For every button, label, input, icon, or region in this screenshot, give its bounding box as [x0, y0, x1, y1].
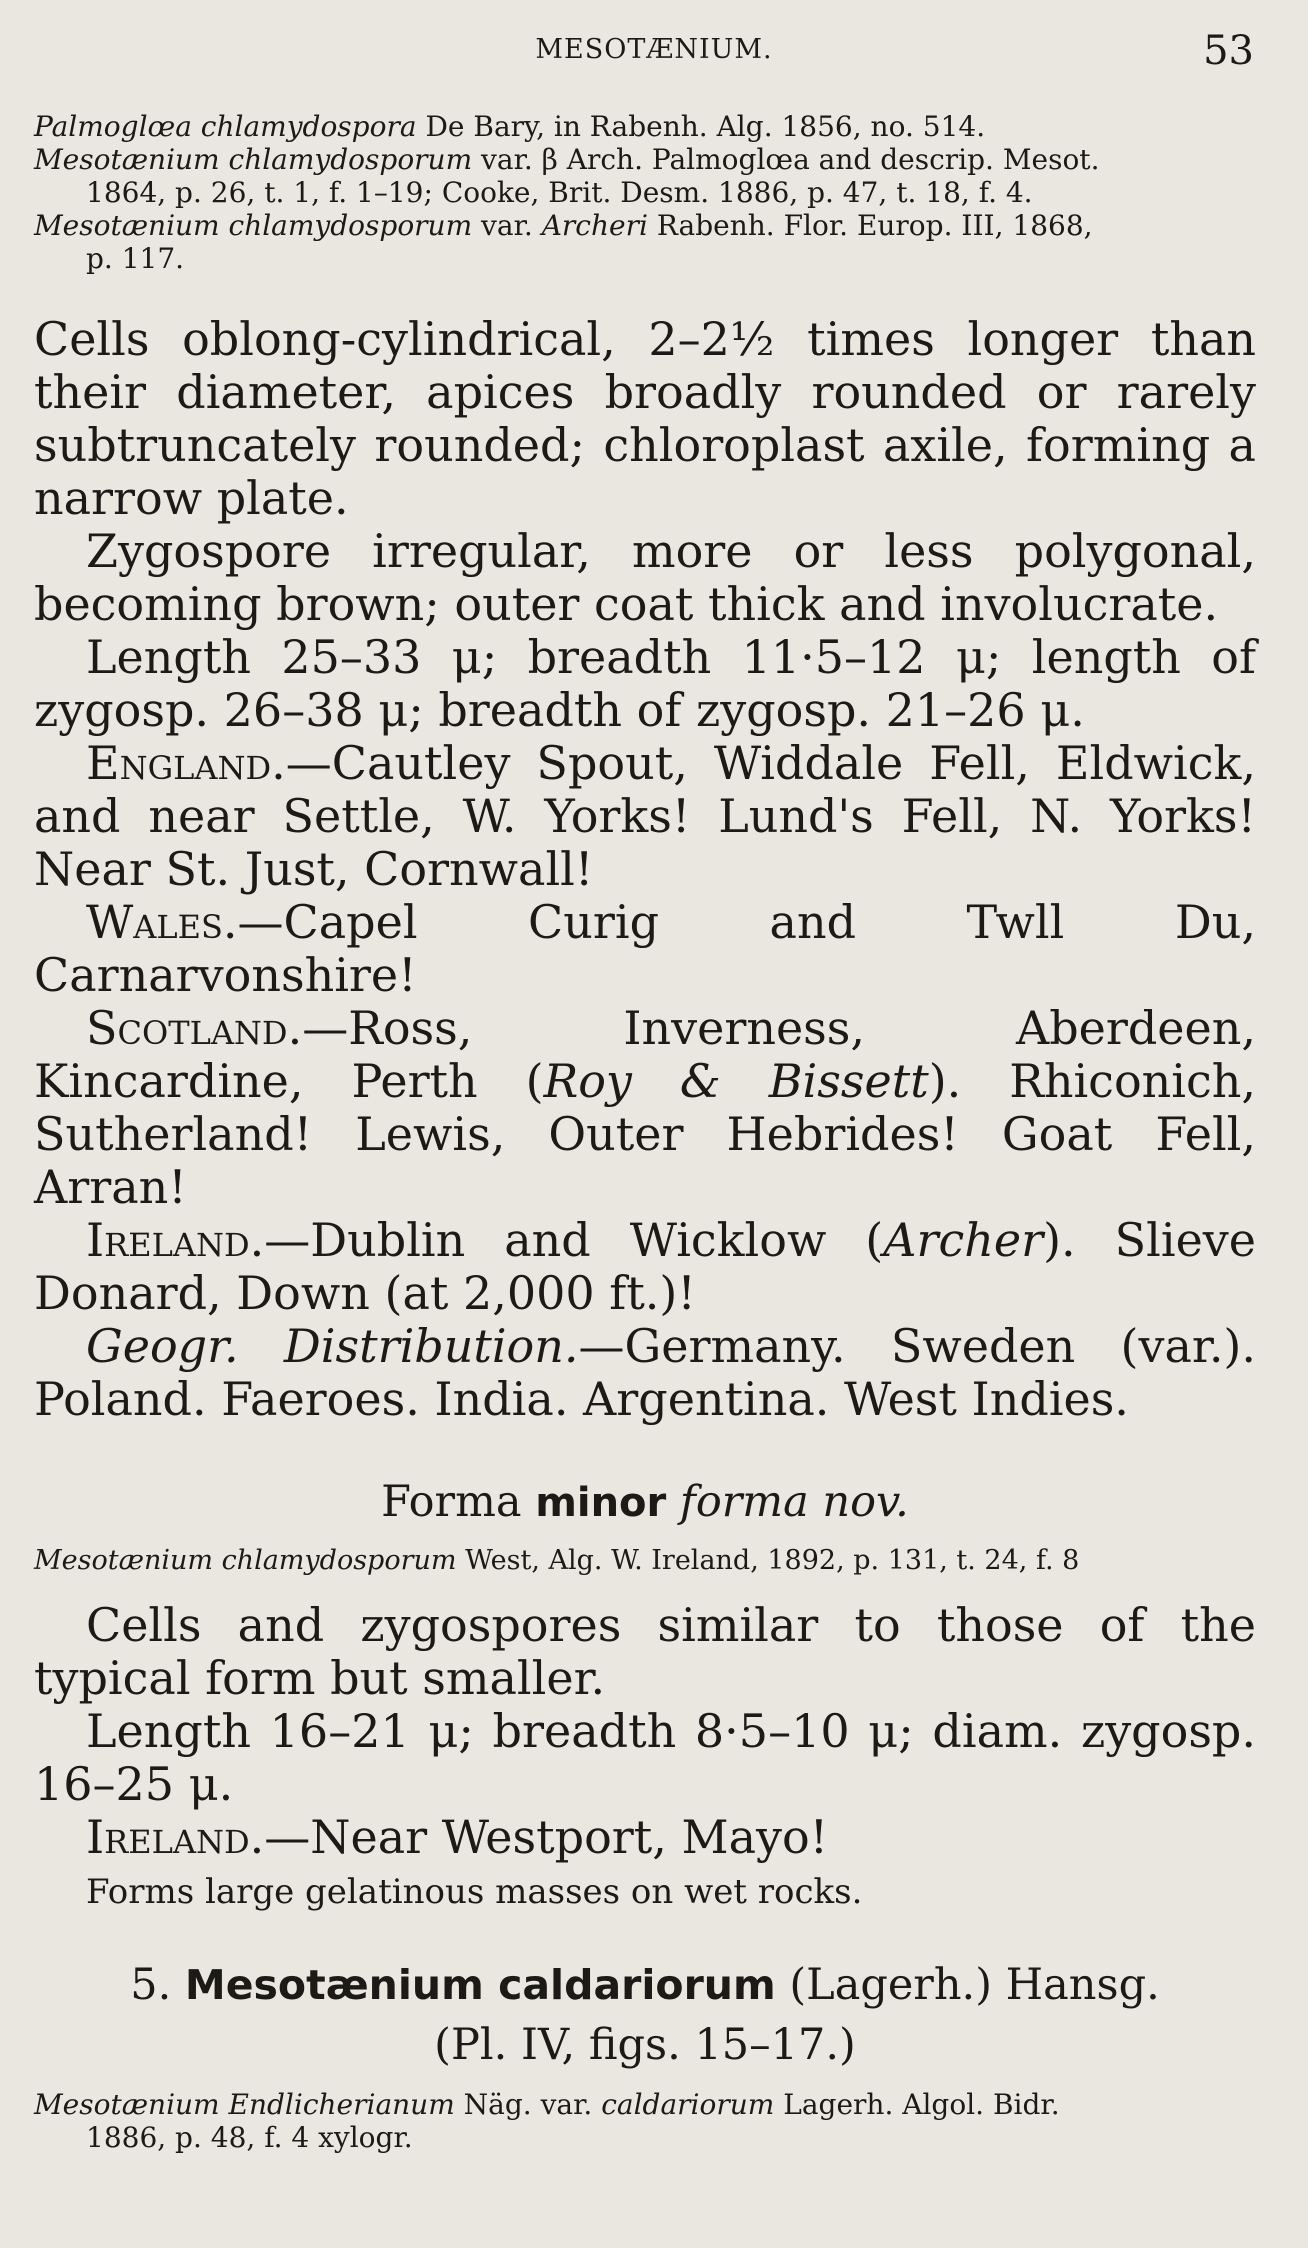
species-synonym	[34, 2088, 1256, 2154]
page-header	[0, 30, 1308, 80]
synonym-line-2	[34, 143, 1256, 209]
plate-reference: (Pl. IV, figs. 15–17.)	[434, 2020, 856, 2070]
description-cells: Cells oblong-cylindrical, 2–2½ times longer than their diameter, apices broadly rounded or rarely subtruncately rounded; chloroplast axile, forming a narrow plate.	[34, 312, 1256, 525]
page-number: 53	[1203, 28, 1254, 74]
region-text-scotland-tail: ). Rhiconich, Sutherland! Lewis, Outer Hebrides! Goat Fell, Arran!	[34, 1054, 1256, 1214]
forma-nov: forma nov.	[666, 1477, 909, 1527]
forma-note: Forms large gelatinous masses on wet rocks.	[86, 1872, 863, 1912]
description-zygospore: Zygospore irregular, more or less polygonal, becoming brown; outer coat thick and involucrate.	[34, 524, 1256, 631]
forma-word: Forma	[381, 1477, 536, 1527]
synonym-continuation: 1864, p. 26, t. 1, f. 1–19; Cooke, Brit. Desm. 1886, p. 47, t. 18, f. 4.	[86, 176, 1033, 209]
region-label-england: England.	[86, 736, 286, 790]
running-title: MESOTÆNIUM.	[535, 34, 773, 65]
variety-name: caldariorum	[601, 2088, 775, 2121]
forma-name: minor	[535, 1480, 667, 1526]
forma-synonym	[34, 1545, 1256, 1577]
region-text-scotland: —Ross, Inverness, Aberdeen, Kincardine, Perth (	[34, 1001, 1256, 1108]
region-text-ireland: —Near Westport, Mayo!	[264, 1810, 829, 1864]
synonym-citation-tail: Rabenh. Flor. Europ. III, 1868,	[647, 209, 1093, 242]
synonym-citation: var.	[472, 209, 542, 242]
geographic-distribution	[34, 1320, 1256, 1426]
collector-name: Archer	[883, 1213, 1044, 1267]
species-number: 5.	[130, 1960, 185, 2010]
page-body	[34, 110, 1256, 2154]
forma-synonym-citation: West, Alg. W. Ireland, 1892, p. 131, t. 24, f. 8	[456, 1545, 1080, 1576]
distribution-wales	[34, 896, 1256, 1002]
synonym-name: Palmoglœa chlamydospora	[34, 110, 417, 143]
forma-measurements: Length 16–21 μ; breadth 8·5–10 μ; diam. zygosp. 16–25 μ.	[34, 1704, 1256, 1811]
species-heading	[34, 1958, 1256, 2012]
description-measurements: Length 25–33 μ; breadth 11·5–12 μ; length of zygosp. 26–38 μ; breadth of zygosp. 21–26 μ.	[34, 630, 1256, 737]
synonym-citation: var. β Arch. Palmoglœa and descrip. Mesot.	[472, 143, 1100, 176]
synonym-line-3	[34, 209, 1256, 275]
forma-ireland	[34, 1811, 1256, 1864]
distribution-ireland	[34, 1214, 1256, 1320]
synonym-continuation: p. 117.	[86, 242, 185, 275]
synonym-line-1	[34, 110, 1256, 143]
species-authority: (Lagerh.) Hansg.	[775, 1960, 1160, 2010]
synonym-name: Mesotænium chlamydosporum	[34, 143, 473, 176]
forma-description: Cells and zygospores similar to those of the typical form but smaller.	[34, 1598, 1256, 1705]
geogr-label: Geogr. Distribution.	[86, 1319, 579, 1373]
region-label-ireland: Ireland.	[86, 1810, 265, 1864]
region-label-scotland: Scotland.	[86, 1001, 303, 1055]
region-text-wales: —Capel Curig and Twll Du, Carnarvonshire!	[34, 895, 1256, 1002]
collector-names: Roy & Bissett	[543, 1054, 929, 1108]
synonym-citation: De Bary, in Rabenh. Alg. 1856, no. 514.	[416, 110, 986, 143]
species-synonym-name: Mesotænium Endlicherianum	[34, 2088, 455, 2121]
region-label-ireland: Ireland.	[86, 1213, 265, 1267]
species-synonym-citation: Näg. var.	[454, 2088, 602, 2121]
species-name: Mesotænium caldariorum	[184, 1961, 776, 2009]
distribution-scotland	[34, 1002, 1256, 1214]
geogr-text: —Germany. Sweden (var.). Poland. Faeroes. India. Argentina. West Indies.	[34, 1319, 1257, 1426]
species-synonym-continuation: 1886, p. 48, f. 4 xylogr.	[86, 2121, 413, 2154]
region-text-england: —Cautley Spout, Widdale Fell, Eldwick, and near Settle, W. Yorks! Lund's Fell, N. Yorks! Near St. Just, Cornwall!	[34, 736, 1256, 896]
region-text-ireland: —Dublin and Wicklow (	[264, 1213, 884, 1267]
region-text-ireland-tail: ). Slieve Donard, Down (at 2,000 ft.)!	[34, 1213, 1256, 1320]
region-label-wales: Wales.	[86, 895, 238, 949]
synonymy-block	[34, 110, 1256, 275]
synonym-name: Mesotænium chlamydosporum	[34, 209, 473, 242]
forma-heading	[34, 1476, 1256, 1529]
distribution-england	[34, 737, 1256, 896]
forma-synonym-name: Mesotænium chlamydosporum	[34, 1545, 457, 1576]
variety-name: Archeri	[541, 209, 648, 242]
species-synonym-tail: Lagerh. Algol. Bidr.	[774, 2088, 1060, 2121]
